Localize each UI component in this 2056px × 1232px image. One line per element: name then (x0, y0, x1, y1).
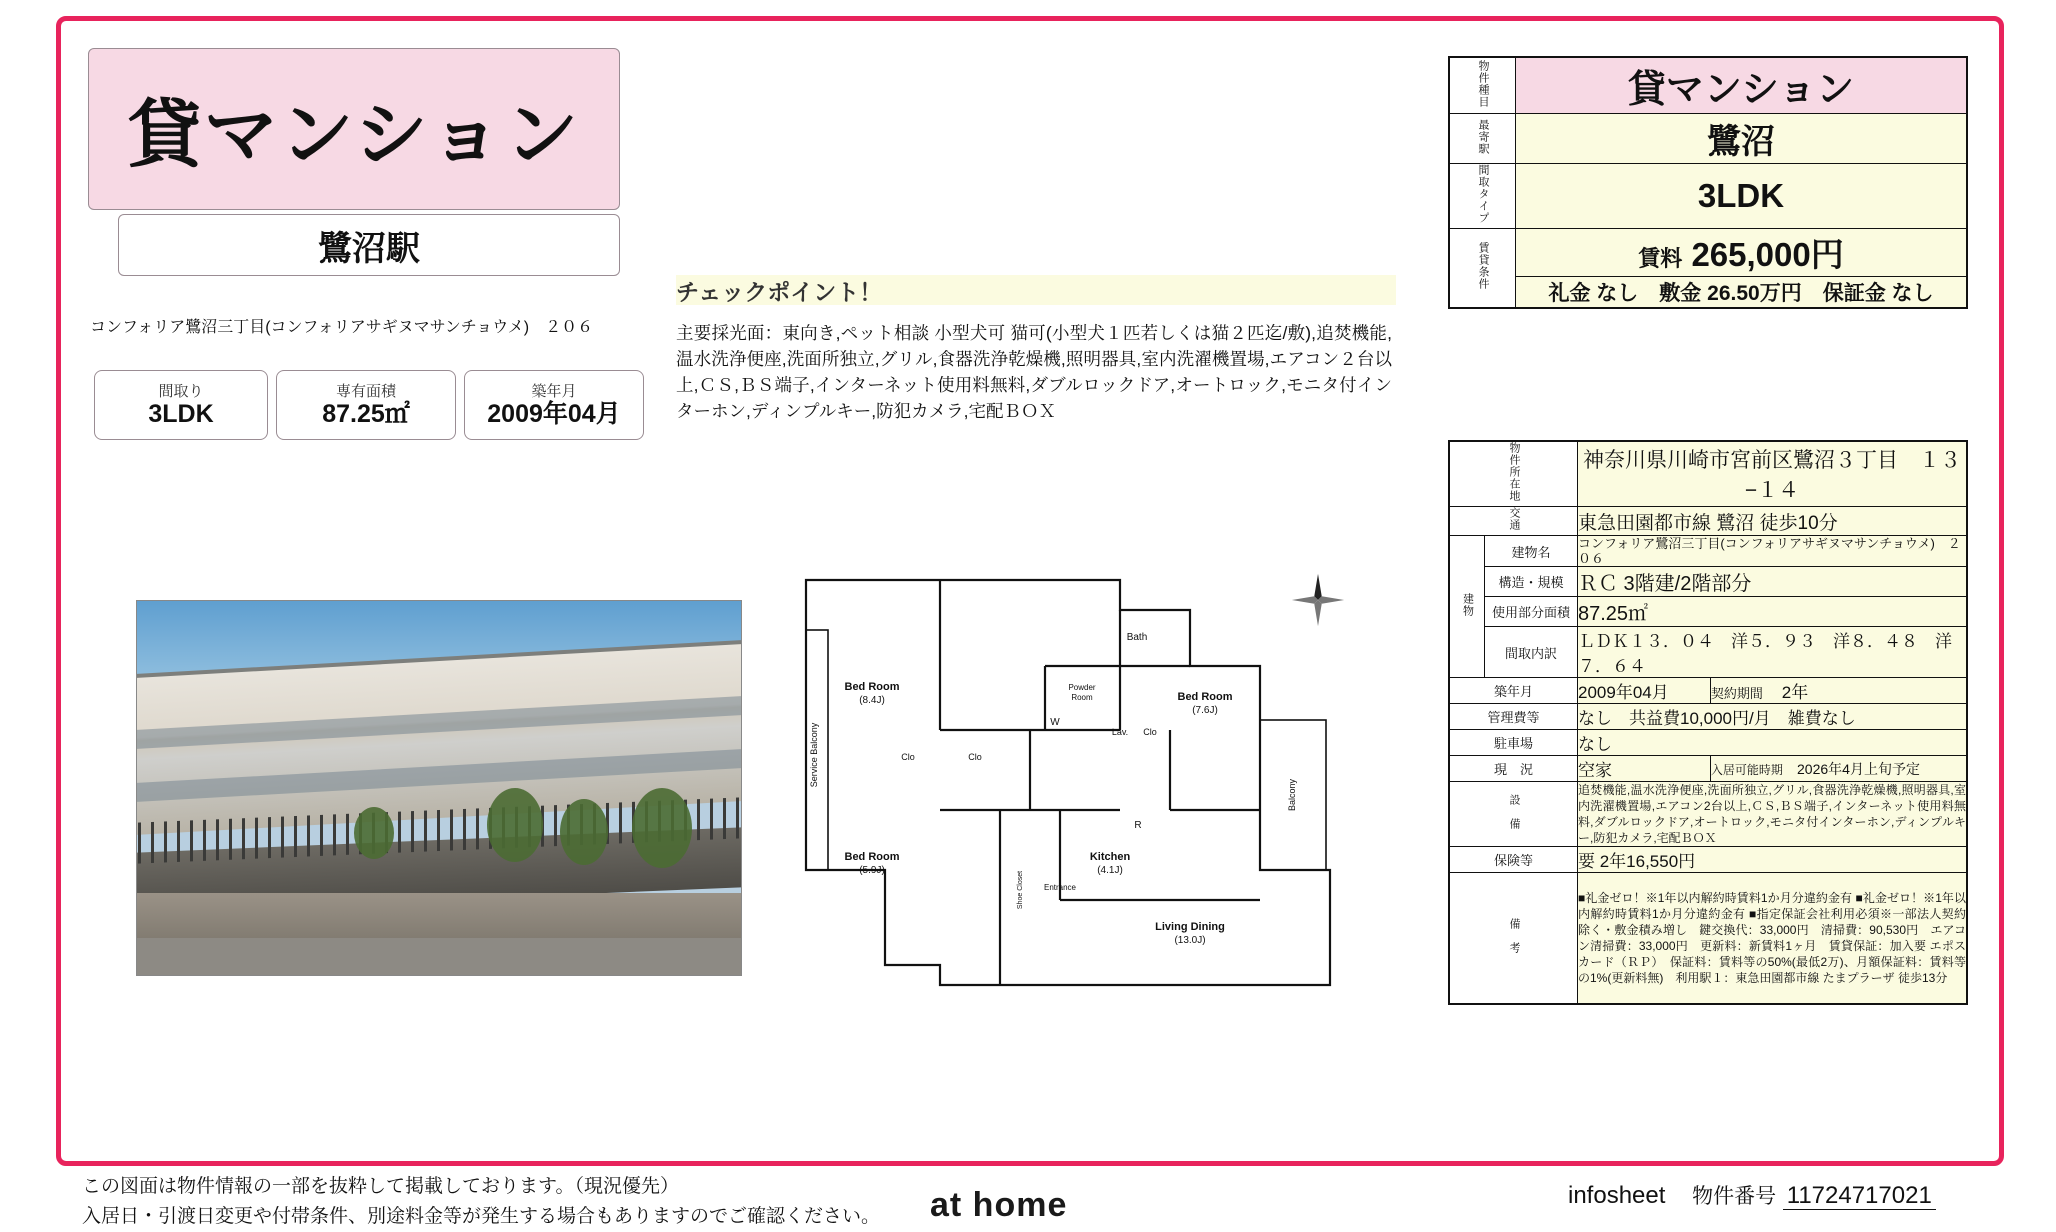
detail-value-traffic: 東急田園都市線 鷺沼 徒歩10分 (1578, 507, 1968, 536)
pill-area (276, 370, 456, 440)
svg-text:(4.1J): (4.1J) (1097, 865, 1123, 876)
footer-note (82, 1172, 982, 1232)
pill-built-label: 築年月 (531, 382, 577, 400)
detail-row-remarks (1449, 873, 1967, 1005)
property-type-title (88, 48, 620, 210)
detail-value-remarks: ■礼金ゼロ！※1年以内解約時賃料1か月分違約金有 ■礼金ゼロ！※1年以内解約時賃料1か月分違約金有 ■指定保証会社利用必須※一部法人契約除く・敷金積み増し 鍵交換代：33,000円 清掃費：90,530円 エアコン清掃費：33,000円 更新料：新賃料1ヶ月 賃貸保証：加入要 エポスカード（ＲＰ） 保証料：賃料等の50%(最低2万)、月額保証料：賃料等の1%(更新料無) 利用駅１：東急田園都市線 たまプラーザ 徒歩13分 (1578, 873, 1968, 1005)
svg-text:(13.0J): (13.0J) (1174, 935, 1206, 946)
pill-layout (94, 370, 268, 440)
svg-text:Bed Room: Bed Room (844, 681, 900, 693)
detail-value-parking: なし (1578, 730, 1968, 756)
detail-label-movein: 入居可能時期 (1710, 762, 1783, 777)
property-type-text: 貸マンション (127, 93, 581, 176)
photo-tree (487, 788, 543, 862)
svg-text:(5.9J): (5.9J) (859, 865, 885, 876)
footer-note-line1: この図面は物件情報の一部を抜粋して掲載しております。（現況優先） (82, 1176, 679, 1197)
detail-row-traffic (1449, 507, 1967, 536)
svg-text:Bed Room: Bed Room (1177, 691, 1233, 703)
svg-text:Entrance: Entrance (1043, 883, 1077, 892)
summary-value-conditions: 礼金 なし 敷金 26.50万円 保証金 なし (1516, 277, 1968, 309)
pill-layout-label: 間取り (158, 382, 204, 400)
detail-value-status: 空家 (1578, 756, 1711, 782)
rent-prefix: 賃料 (1638, 246, 1683, 271)
floor-plan (790, 570, 1370, 1000)
checkpoint-title: チェックポイント！ (676, 275, 1396, 305)
summary-label-rent: 賃貸条件 (1449, 229, 1516, 309)
detail-row-status (1449, 756, 1967, 782)
summary-value-station: 鷺沼 (1516, 114, 1968, 164)
summary-label-layout: 間取タイプ (1449, 164, 1516, 229)
detail-label-building-name: 建物名 (1485, 536, 1578, 567)
photo-tree (354, 807, 394, 859)
svg-text:Living Dining: Living Dining (1155, 921, 1225, 933)
station-title (118, 214, 620, 276)
detail-contract-cell (1710, 678, 1967, 704)
detail-label-fee: 管理費等 (1449, 704, 1578, 730)
station-text: 鷺沼駅 (318, 229, 420, 268)
photo-tree (632, 788, 692, 868)
svg-text:Kitchen: Kitchen (1089, 851, 1131, 863)
detail-value-equipment: 追焚機能,温水洗浄便座,洗面所独立,グリル,食器洗浄乾燥機,照明器具,室内洗濯機置場,エアコン2台以上,ＣＳ,ＢＳ端子,インターネット使用料無料,ダブルロックドア,オートロック,モニタ付インターホン,ディンプルキー,防犯カメラ,宅配ＢＯＸ (1578, 783, 1966, 845)
property-number-value: 11724717021 (1783, 1182, 1936, 1210)
svg-text:Room: Room (1071, 693, 1093, 702)
summary-value-layout: 3LDK (1516, 164, 1968, 229)
rent-amount: 265,000円 (1691, 236, 1844, 273)
detail-value-fee: なし 共益費10,000円/月 雑費なし (1578, 704, 1968, 730)
detail-value-layout-detail: ＬＤＫ１３．０４ 洋５．９３ 洋８．４８ 洋７．６４ (1578, 627, 1968, 678)
detail-label-building: 建物 (1449, 536, 1485, 678)
svg-text:Bath: Bath (1126, 632, 1148, 643)
detail-row-address (1449, 441, 1967, 507)
summary-label-type: 物件種目 (1449, 57, 1516, 114)
detail-row-equipment (1449, 782, 1967, 847)
detail-label-remarks: 備 考 (1449, 873, 1578, 1005)
detail-row-layout-detail (1449, 627, 1967, 678)
detail-row-structure (1449, 567, 1967, 597)
building-name-caption: コンフォリア鷺沼三丁目(コンフォリアサギヌマサンチョウメ) ２０６ (90, 319, 594, 336)
infosheet-block (1568, 1180, 1936, 1210)
infosheet-label: infosheet (1568, 1182, 1666, 1209)
detail-label-insurance: 保険等 (1449, 847, 1578, 873)
pill-built-value: 2009年04月 (487, 399, 621, 428)
detail-label-address: 物件所在地 (1449, 441, 1578, 507)
detail-row-building-name (1449, 536, 1967, 567)
svg-text:W: W (1050, 717, 1060, 728)
property-number-label: 物件番号 (1692, 1185, 1777, 1208)
detail-value-built: 2009年04月 (1578, 678, 1711, 704)
detail-row-fee (1449, 704, 1967, 730)
svg-text:Balcony: Balcony (1287, 778, 1297, 812)
detail-table (1448, 440, 1968, 1005)
svg-text:Clo: Clo (901, 752, 915, 762)
svg-text:Shoe Closet: Shoe Closet (1017, 870, 1024, 910)
footer-note-line2: 入居日・引渡日変更や付帯条件、別途料金等が発生する場合もありますのでご確認ください。 (82, 1206, 881, 1227)
detail-label-structure: 構造・規模 (1485, 567, 1578, 597)
svg-text:Lav.: Lav. (1111, 727, 1129, 737)
detail-value-contract: 2年 (1781, 683, 1809, 702)
detail-row-parking (1449, 730, 1967, 756)
pill-built (464, 370, 644, 440)
detail-label-contract: 契約期間 (1710, 686, 1763, 701)
detail-value-structure: ＲＣ 3階建/2階部分 (1578, 567, 1968, 597)
svg-text:Service Balcony: Service Balcony (809, 722, 819, 788)
photo-tree (560, 799, 608, 865)
summary-row-layout (1449, 164, 1967, 229)
summary-label-station: 最寄駅 (1449, 114, 1516, 164)
building-photo (136, 600, 742, 976)
detail-row-built (1449, 678, 1967, 704)
detail-label-layout-detail: 間取内訳 (1485, 627, 1578, 678)
pill-area-value: 87.25㎡ (322, 399, 410, 428)
detail-label-status: 現 況 (1449, 756, 1578, 782)
detail-label-traffic: 交通 (1449, 507, 1578, 536)
summary-row-conditions (1449, 277, 1967, 309)
summary-row-rent (1449, 229, 1967, 277)
detail-value-area: 87.25㎡ (1578, 597, 1968, 627)
pill-layout-value: 3LDK (148, 399, 214, 428)
detail-label-equipment: 設 備 (1449, 782, 1578, 847)
summary-row-station (1449, 114, 1967, 164)
svg-text:Powder: Powder (1068, 683, 1096, 692)
summary-row-type (1449, 57, 1967, 114)
pill-area-label: 専有面積 (335, 382, 396, 400)
detail-label-parking: 駐車場 (1449, 730, 1578, 756)
summary-value-rent (1516, 229, 1968, 277)
photo-road (137, 938, 741, 975)
summary-value-type: 貸マンション (1516, 57, 1968, 114)
detail-row-area (1449, 597, 1967, 627)
svg-text:R: R (1134, 820, 1142, 831)
detail-value-address: 神奈川県川崎市宮前区鷺沼３丁目 １３−１４ (1578, 441, 1968, 507)
svg-text:Clo: Clo (1143, 727, 1157, 737)
detail-movein-cell (1710, 756, 1967, 782)
svg-text:Bed Room: Bed Room (844, 851, 900, 863)
detail-value-movein: 2026年4月上旬予定 (1797, 760, 1920, 777)
detail-label-built: 築年月 (1449, 678, 1578, 704)
detail-value-insurance: 要 2年16,550円 (1578, 847, 1968, 873)
svg-text:(8.4J): (8.4J) (859, 695, 885, 706)
svg-text:Clo: Clo (968, 752, 982, 762)
checkpoint-body: 主要採光面：東向き,ペット相談 小型犬可 猫可(小型犬１匹若しくは猫２匹迄/敷),追焚機能,温水洗浄便座,洗面所独立,グリル,食器洗浄乾燥機,照明器具,室内洗濯機置場,エアコン２台以上,ＣＳ,ＢＳ端子,インターネット使用料無料,ダブルロックドア,オートロック,モニタ付インターホン,ディンプルキー,防犯カメラ,宅配ＢＯＸ (676, 323, 1392, 421)
summary-table (1448, 56, 1968, 309)
athome-logo: at home (930, 1186, 1068, 1224)
detail-row-insurance (1449, 847, 1967, 873)
detail-label-area: 使用部分面積 (1485, 597, 1578, 627)
svg-text:(7.6J): (7.6J) (1192, 705, 1218, 716)
detail-value-building-name: コンフォリア鷺沼三丁目(コンフォリアサギヌマサンチョウメ) ２０６ (1578, 536, 1968, 567)
